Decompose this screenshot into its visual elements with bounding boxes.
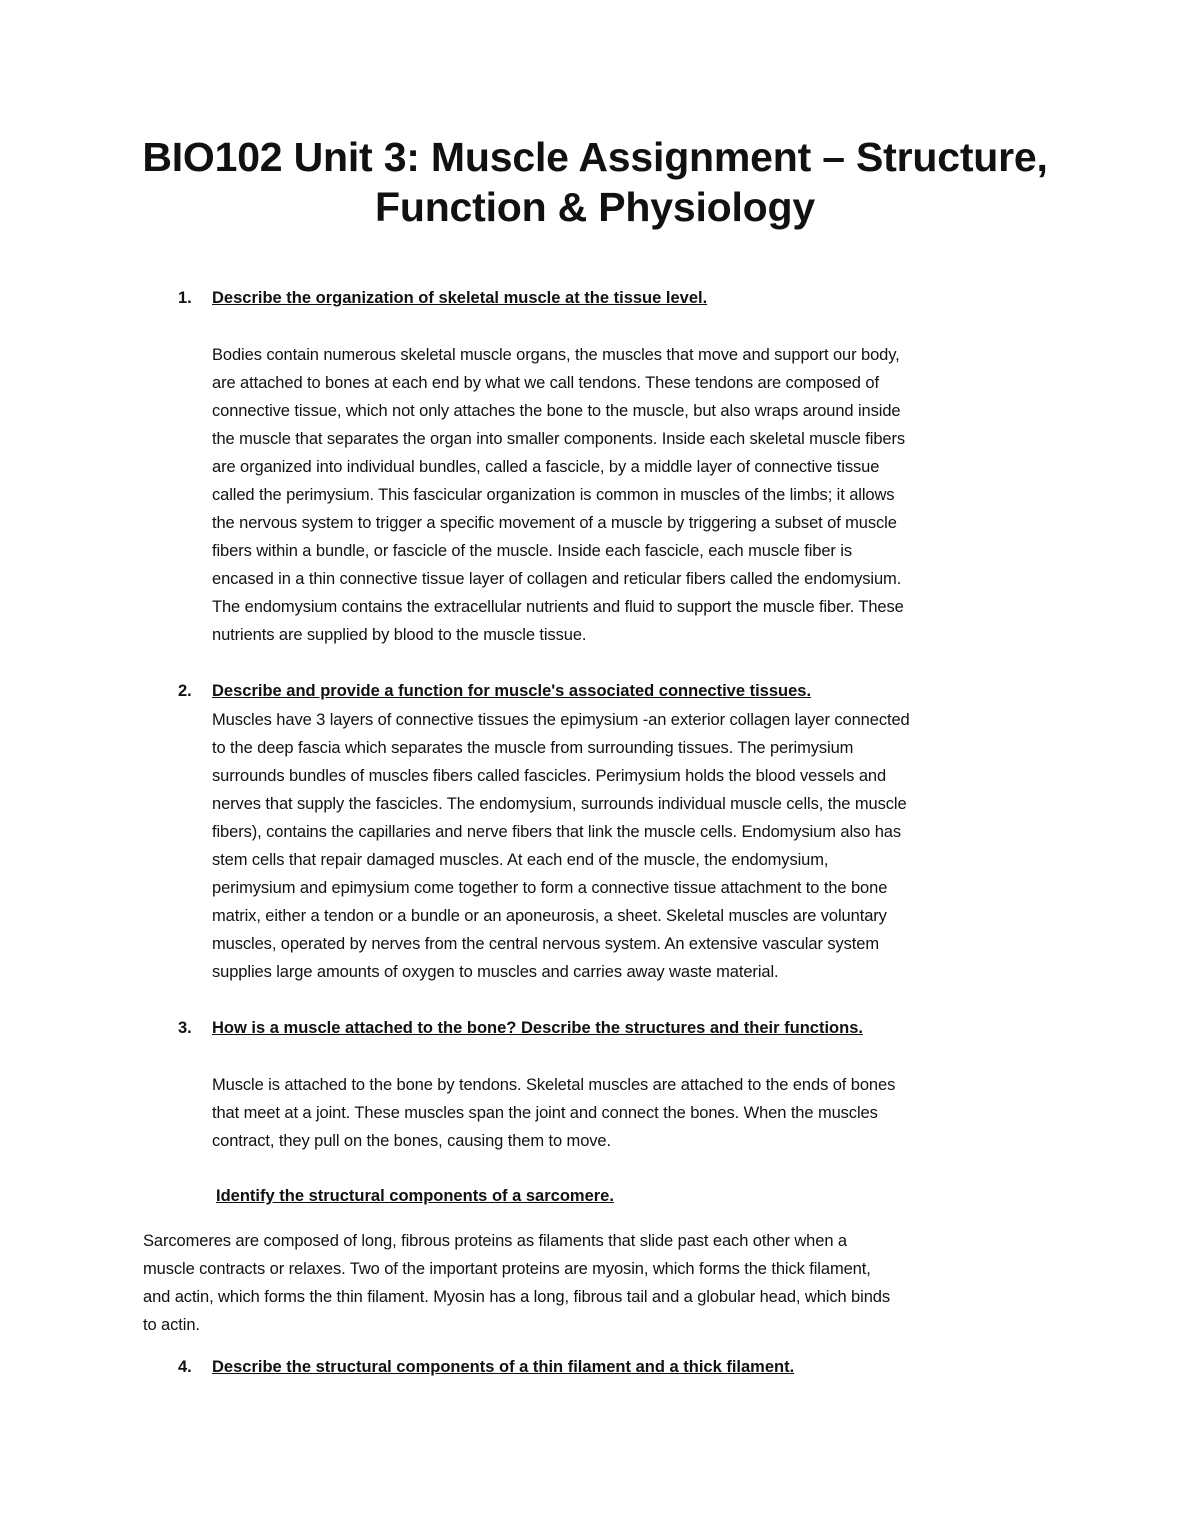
answer-line: encased in a thin connective tissue layer of collagen and reticular fibers called the endomysium. (212, 570, 902, 588)
subquestion-answer (143, 1227, 890, 1339)
answer-line: Muscle is attached to the bone by tendons. Skeletal muscles are attached to the ends of bones (212, 1076, 896, 1094)
answer-line: matrix, either a tendon or a bundle or an aponeurosis, a sheet. Skeletal muscles are voluntary (212, 907, 887, 925)
subquestion-sarcomere: Identify the structural components of a sarcomere. (216, 1187, 614, 1205)
answer-line: perimysium and epimysium come together to form a connective tissue attachment to the bone (212, 879, 888, 897)
answer-line: that meet at a joint. These muscles span the joint and connect the bones. When the muscles (212, 1104, 878, 1122)
question-1 (178, 289, 707, 308)
answer-line: Muscles have 3 layers of connective tissues the epimysium -an exterior collagen layer connected (212, 711, 910, 729)
answer-line: Sarcomeres are composed of long, fibrous proteins as filaments that slide past each other when a (143, 1232, 847, 1250)
answer-line: nerves that supply the fascicles. The endomysium, surrounds individual muscle cells, the muscle (212, 795, 907, 813)
document-title (0, 132, 1190, 232)
answer-line: the muscle that separates the organ into smaller components. Inside each skeletal muscle fibers (212, 430, 906, 448)
question-4 (178, 1358, 794, 1377)
question-number: 2. (178, 682, 192, 700)
question-text: Describe and provide a function for muscle's associated connective tissues. (212, 682, 812, 700)
answer-line: muscles, operated by nerves from the central nervous system. An extensive vascular system (212, 935, 879, 953)
answer-line: connective tissue, which not only attaches the bone to the muscle, but also wraps around inside (212, 402, 901, 420)
answer-line: the nervous system to trigger a specific movement of a muscle by triggering a subset of muscle (212, 514, 897, 532)
answer-line: fibers within a bundle, or fascicle of the muscle. Inside each fascicle, each muscle fiber is (212, 542, 853, 560)
answer-line: stem cells that repair damaged muscles. At each end of the muscle, the endomysium, (212, 851, 829, 869)
answer-line: to actin. (143, 1316, 200, 1334)
title-line-1: BIO102 Unit 3: Muscle Assignment – Structure, (142, 134, 1048, 180)
answer-line: Bodies contain numerous skeletal muscle organs, the muscles that move and support our body, (212, 346, 900, 364)
question-number: 3. (178, 1019, 192, 1037)
title-line-2: Function & Physiology (375, 184, 815, 230)
question-number: 1. (178, 289, 192, 307)
answer-line: called the perimysium. This fascicular organization is common in muscles of the limbs; it allows (212, 486, 895, 504)
answer-line: are attached to bones at each end by what we call tendons. These tendons are composed of (212, 374, 879, 392)
answer-line: to the deep fascia which separates the muscle from surrounding tissues. The perimysium (212, 739, 854, 757)
answer-line: muscle contracts or relaxes. Two of the important proteins are myosin, which forms the thick filament, (143, 1260, 871, 1278)
answer-3 (212, 1071, 895, 1155)
question-3 (178, 1019, 863, 1038)
question-text: How is a muscle attached to the bone? Describe the structures and their functions. (212, 1019, 863, 1037)
question-2 (178, 682, 811, 701)
answer-line: contract, they pull on the bones, causing them to move. (212, 1132, 611, 1150)
question-text: Describe the structural components of a thin filament and a thick filament. (212, 1358, 795, 1376)
answer-line: fibers), contains the capillaries and nerve fibers that link the muscle cells. Endomysium also has (212, 823, 902, 841)
answer-1 (212, 341, 905, 649)
answer-line: are organized into individual bundles, called a fascicle, by a middle layer of connective tissue (212, 458, 880, 476)
answer-2 (212, 706, 910, 986)
answer-line: supplies large amounts of oxygen to muscles and carries away waste material. (212, 963, 779, 981)
answer-line: and actin, which forms the thin filament. Myosin has a long, fibrous tail and a globular head, which binds (143, 1288, 890, 1306)
question-number: 4. (178, 1358, 192, 1376)
answer-line: nutrients are supplied by blood to the muscle tissue. (212, 626, 587, 644)
question-text: Describe the organization of skeletal muscle at the tissue level. (212, 289, 708, 307)
answer-line: surrounds bundles of muscles fibers called fascicles. Perimysium holds the blood vessels and (212, 767, 887, 785)
answer-line: The endomysium contains the extracellular nutrients and fluid to support the muscle fiber. These (212, 598, 904, 616)
